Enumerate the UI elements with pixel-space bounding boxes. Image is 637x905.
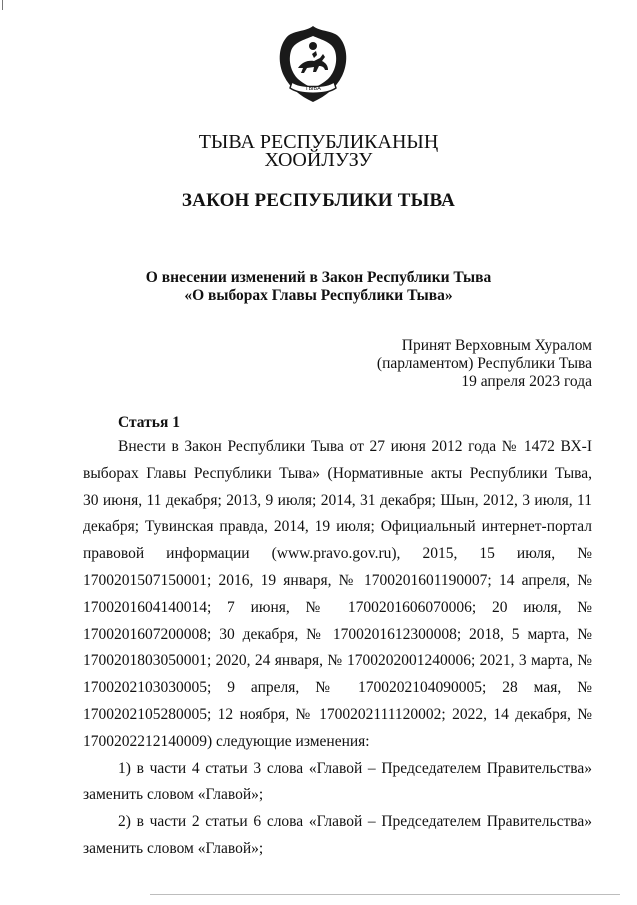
- adoption-line-2: (парламентом) Республики Тыва: [376, 355, 592, 372]
- coat-of-arms-emblem: [276, 24, 350, 104]
- body-line: 1700201604140014; 7 июня, № 1700201606070006; 20 июля, №: [83, 598, 592, 616]
- body-line: 30 июня, 11 декабря; 2013, 9 июля; 2014, 31 декабря; Шын, 2012, 3 июля, 11: [83, 491, 592, 509]
- header-line-1: ТЫВА РЕСПУБЛИКАНЫҢ: [198, 131, 439, 153]
- body-line: заменить словом «Главой»;: [83, 786, 264, 804]
- scan-artifact: [2, 0, 3, 10]
- body-line: 1700201607200008; 30 декабря, № 1700201612300008; 2018, 5 марта, №: [83, 625, 592, 643]
- body-line: 1700202103030005; 9 апреля, № 1700202104090005; 28 мая, №: [83, 679, 592, 697]
- body-line: 1700201803050001; 2020, 24 января, № 1700202001240006; 2021, 3 марта, №: [83, 652, 592, 670]
- law-title: ЗАКОН РЕСПУБЛИКИ ТЫВА: [181, 190, 456, 211]
- emblem-inscription: ТЫВА: [305, 86, 321, 92]
- body-line: 1700202212140009) следующие изменения:: [83, 732, 370, 750]
- header-line-2: ХООЙЛУЗУ: [264, 149, 373, 171]
- body-line: 1700201507150001; 2016, 19 января, № 1700201601190007; 14 апреля, №: [83, 571, 592, 589]
- subject-line-2: «О выборах Главы Республики Тыва»: [184, 287, 453, 304]
- body-line: 1) в части 4 статьи 3 слова «Главой – Председателем Правительства»: [118, 759, 592, 777]
- scan-bottom-edge: [150, 894, 620, 895]
- adoption-line-1: Принят Верховным Хуралом: [401, 337, 592, 354]
- article-body: [83, 434, 592, 863]
- body-line: Внести в Закон Республики Тыва от 27 июня 2012 года № 1472 ВХ-I: [118, 438, 592, 455]
- article-title: Статья 1: [118, 414, 180, 431]
- adoption-date: 19 апреля 2023 года: [461, 373, 592, 390]
- body-line: 2) в части 2 статьи 6 слова «Главой – Председателем Правительства»: [118, 813, 592, 831]
- body-line: выборах Главы Республики Тыва» (Нормативные акты Республики Тыва,: [83, 464, 592, 482]
- body-line: заменить словом «Главой»;: [83, 839, 264, 857]
- body-line: правовой информации (www.pravo.gov.ru), 2015, 15 июля, №: [83, 545, 592, 563]
- body-line: 1700202105280005; 12 ноября, № 1700202111120002; 2022, 14 декабря, №: [83, 705, 592, 723]
- subject-line-1: О внесении изменений в Закон Республики Тыва: [145, 269, 492, 286]
- body-line: декабря; Тувинская правда, 2014, 19 июля; Официальный интернет-портал: [83, 518, 592, 536]
